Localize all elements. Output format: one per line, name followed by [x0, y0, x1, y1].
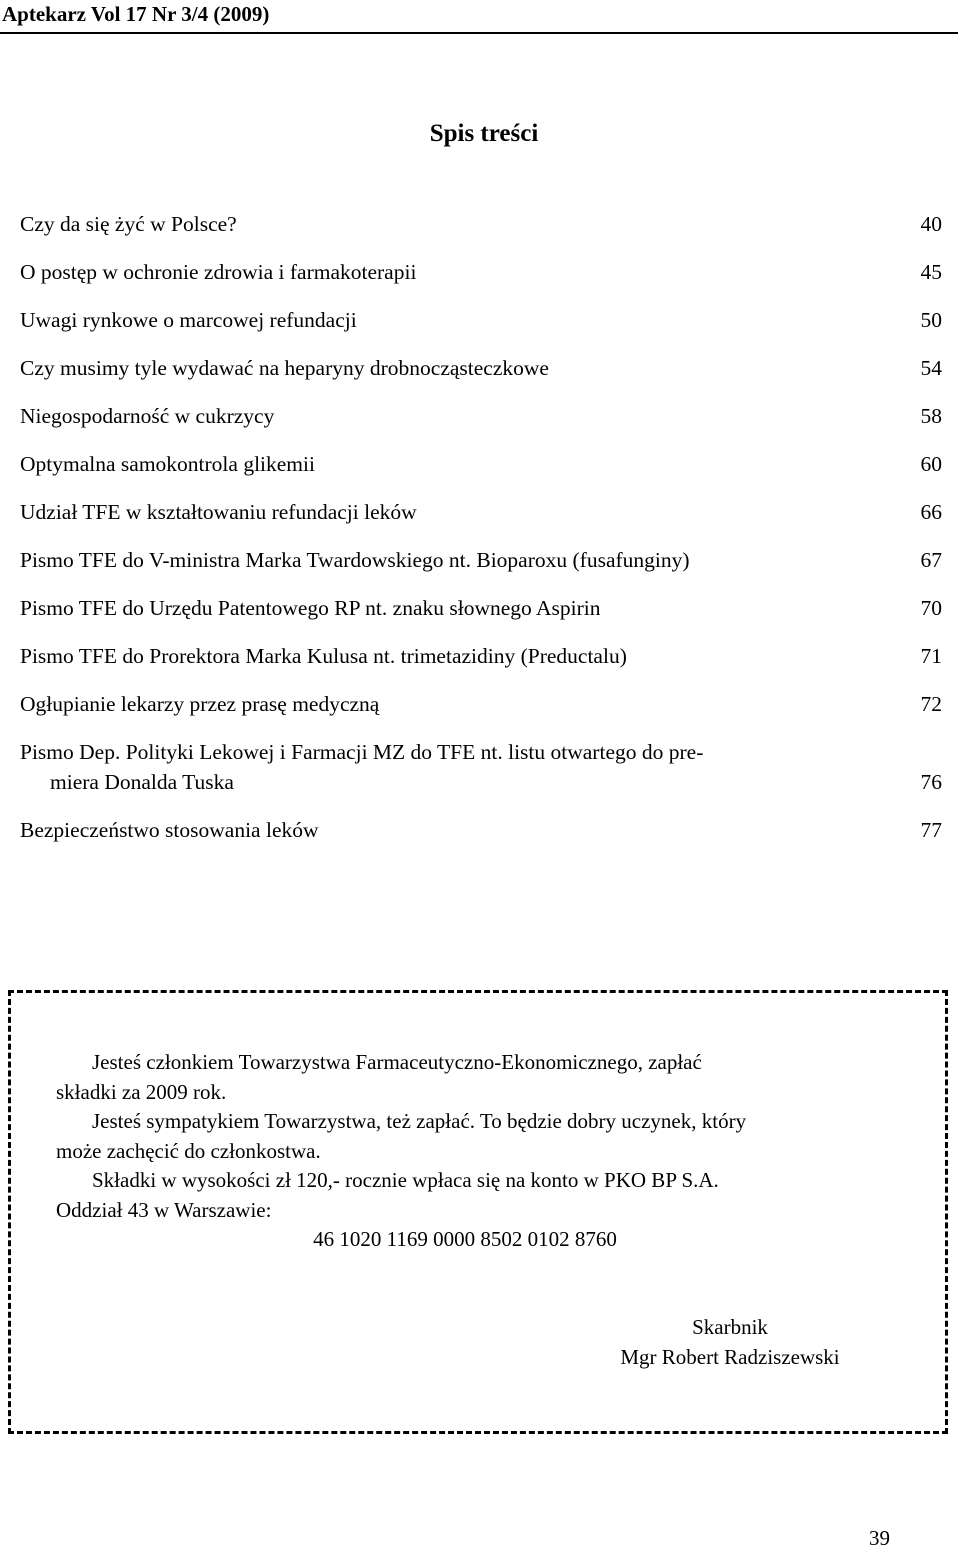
bank-account-number: 46 1020 1169 0000 8502 0102 8760 — [313, 1227, 617, 1251]
toc-entry-page: 77 — [920, 818, 942, 842]
toc-entry-title-line1: Pismo Dep. Polityki Lekowej i Farmacji MZ do TFE nt. listu otwartego do pre- — [20, 740, 704, 764]
header-rule — [0, 32, 958, 34]
toc-entry-title: Pismo TFE do V-ministra Marka Twardowskiego nt. Bioparoxu (fusafunginy) — [20, 548, 690, 572]
toc-entry-title: Niegospodarność w cukrzycy — [20, 404, 275, 428]
toc-entry-page: 67 — [920, 548, 942, 572]
toc-entry-page: 40 — [920, 212, 942, 236]
toc-entry-page: 60 — [920, 452, 942, 476]
toc-entry-page: 66 — [920, 500, 942, 524]
toc-entry-title: Pismo TFE do Prorektora Marka Kulusa nt. trimetazidiny (Preductalu) — [20, 644, 627, 668]
toc-entry-title: Pismo TFE do Urzędu Patentowego RP nt. znaku słownego Aspirin — [20, 596, 601, 620]
sympathizer-text-1: Jesteś sympatykiem Towarzystwa, też zapłać. To będzie dobry uczynek, który — [92, 1109, 747, 1133]
toc-entry-title: Uwagi rynkowe o marcowej refundacji — [20, 308, 357, 332]
toc-entry-page: 70 — [920, 596, 942, 620]
toc-entry-title: Optymalna samokontrola glikemii — [20, 452, 315, 476]
toc-entry-page: 54 — [920, 356, 942, 380]
membership-notice — [56, 1048, 906, 1255]
signature-name: Mgr Robert Radziszewski — [620, 1345, 840, 1369]
toc-entry-page: 76 — [920, 770, 942, 794]
member-text-1: Jesteś członkiem Towarzystwa Farmaceutyczno-Ekonomicznego, zapłać — [92, 1050, 702, 1074]
toc-entry-title: Czy musimy tyle wydawać na heparyny drobnocząsteczkowe — [20, 356, 549, 380]
toc-entry-title: Bezpieczeństwo stosowania leków — [20, 818, 319, 842]
fee-text-1: Składki w wysokości zł 120,- rocznie wpłaca się na konto w PKO BP S.A. — [92, 1168, 719, 1192]
toc-entry-title-line2: miera Donalda Tuska — [50, 770, 234, 794]
toc-entry-page: 50 — [920, 308, 942, 332]
toc-entry-title: Udział TFE w kształtowaniu refundacji leków — [20, 500, 417, 524]
fee-text-2: Oddział 43 w Warszawie: — [56, 1197, 272, 1222]
signature-role: Skarbnik — [692, 1315, 768, 1339]
toc-title: Spis treści — [429, 120, 539, 147]
running-head: Aptekarz Vol 17 Nr 3/4 (2009) — [2, 2, 270, 26]
toc-entry-title: Ogłupianie lekarzy przez prasę medyczną — [20, 692, 380, 716]
toc-entry-page: 71 — [920, 644, 942, 668]
toc-entry-title: O postęp w ochronie zdrowia i farmakoterapii — [20, 260, 417, 284]
toc-entry-page: 72 — [920, 692, 942, 716]
page-number: 39 — [869, 1526, 890, 1550]
sympathizer-text-2: może zachęcić do członkostwa. — [56, 1138, 321, 1163]
toc-entry-page: 45 — [920, 260, 942, 284]
member-text-2: składki za 2009 rok. — [56, 1079, 227, 1104]
toc-entry-title: Czy da się żyć w Polsce? — [20, 212, 237, 236]
toc-entry-page: 58 — [920, 404, 942, 428]
